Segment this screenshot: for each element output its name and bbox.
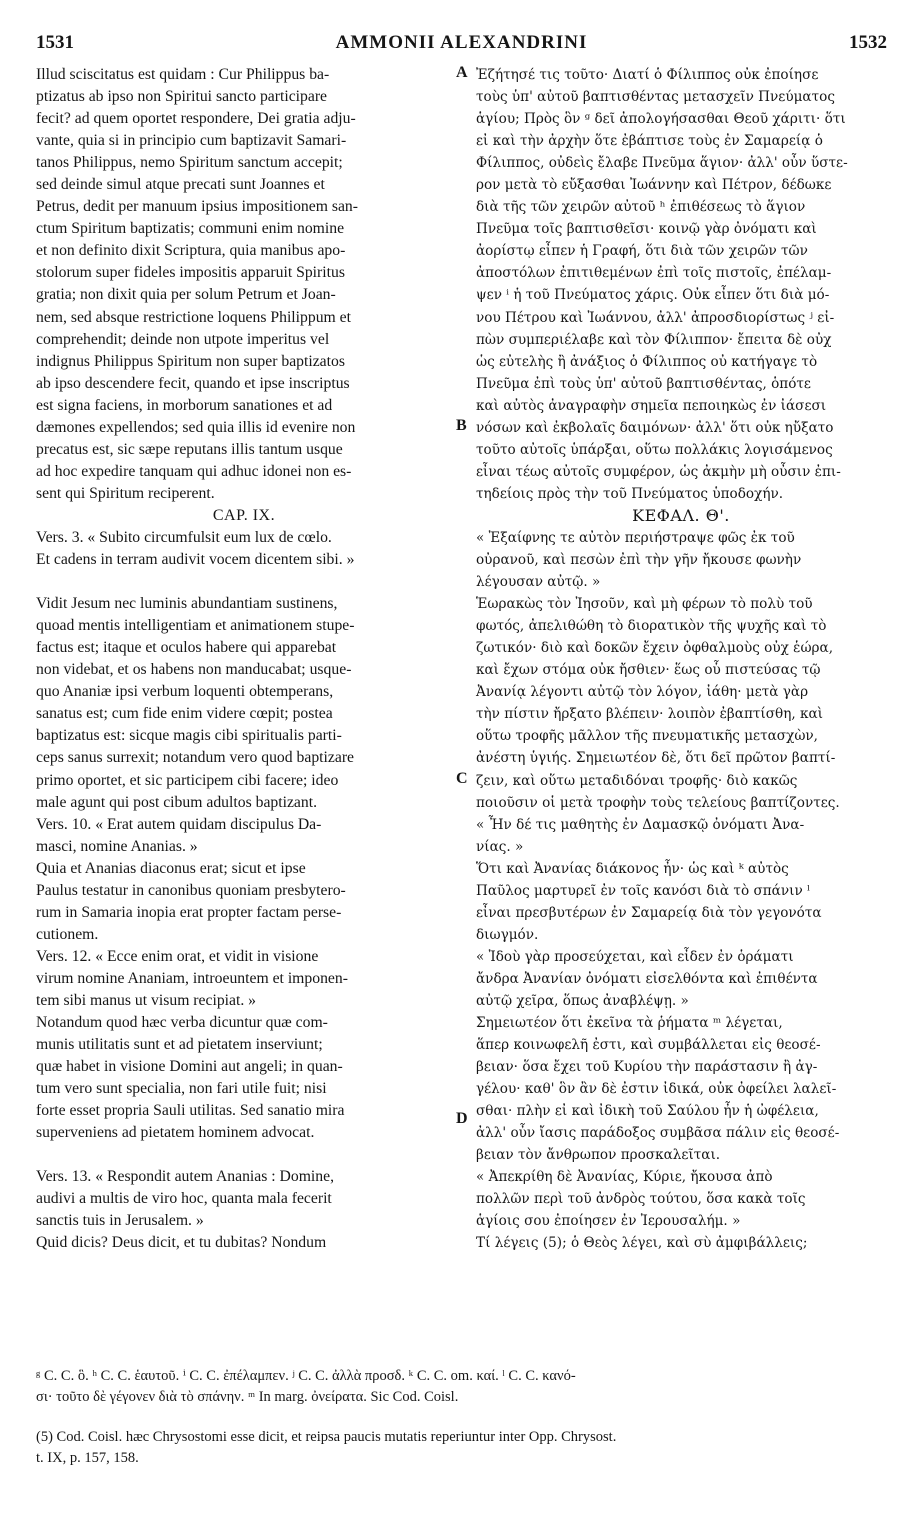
- greek-text-line: καὶ ἔχων στόμα οὐκ ἤσθιεν· ἕως οὗ πιστεύσας τῷ: [476, 662, 821, 679]
- margin-marker-c: C: [456, 770, 468, 787]
- greek-text-line: ὡς εὐτελὴς ἢ ἀνάξιος ὁ Φίλιππος οὐ κατήγαγε τὸ: [476, 353, 818, 370]
- greek-text-line: ἁγίοις σου ἐποίησεν ἐν Ἰερουσαλήμ. »: [476, 1213, 741, 1230]
- greek-text-line: ἀποστόλων ἐπιτιθεμένων ἐπὶ τοῖς πιστοῖς, ἐπέλαμ-: [476, 265, 832, 282]
- greek-text-line: σθαι· πλὴν εἰ καὶ ἰδικὴ τοῦ Σαύλου ἦν ἡ ὠφέλεια,: [476, 1103, 819, 1120]
- latin-text-line: sed deinde simul atque precati sunt Joannes et: [36, 176, 325, 194]
- page-number-left: 1531: [36, 32, 74, 53]
- latin-text-line: factus est; itaque et oculos habere qui apparebat: [36, 639, 337, 657]
- latin-text-line: stolorum super fideles impositis apparuit Spiritus: [36, 264, 345, 282]
- greek-text-line: τοῦτο αὐτοῖς ὑπάρξαι, οὕτω πολλάκις λογισάμενος: [476, 441, 833, 458]
- latin-text-line: [36, 1144, 452, 1166]
- greek-text-line: οὐρανοῦ, καὶ πεσὼν ἐπὶ τὴν γῆν ἤκουσε φωνὴν: [476, 552, 802, 569]
- greek-text-line: « Ἀπεκρίθη δὲ Ἀνανίας, Κύριε, ἤκουσα ἀπὸ: [476, 1169, 773, 1186]
- greek-text-line: ἀνέστη ὑγιής. Σημειωτέον δὲ, ὅτι δεῖ πρῶτον βαπτί-: [476, 750, 836, 767]
- latin-text-line: ptizatus ab ipso non Spiritui sancto participare: [36, 88, 328, 106]
- latin-text-line: comprehendit; deinde non utpote imperitus vel: [36, 330, 330, 348]
- footnote-line: σι· τοῦτο δὲ γέγονεν διὰ τὸ σπάνην. ᵐ In marg. ὀνείρατα. Sic Cod. Coisl.: [36, 1389, 459, 1405]
- latin-text-line: forte esset propria Sauli utilitas. Sed sanatio mira: [36, 1102, 345, 1120]
- footnote-line: ᵍ C. C. ὃ. ʰ C. C. ἑαυτοῦ. ⁱ C. C. ἐπέλαμπεν. ʲ C. C. ἀλλὰ προσδ. ᵏ C. C. om. καί. ˡ C. C. κανό-: [36, 1368, 576, 1384]
- greek-text-line: τηδείοις πρὸς τὴν τοῦ Πνεύματος ὑποδοχήν.: [476, 485, 784, 502]
- latin-column: [36, 64, 452, 1255]
- greek-text-line: Πνεῦμα τοῖς βαπτισθεῖσι· κοινῷ γὰρ ὀνόματι καὶ: [476, 221, 817, 238]
- latin-text-line: et non definito dixit Scriptura, quia manibus apo-: [36, 242, 346, 260]
- greek-text-line: διὰ τῆς τῶν χειρῶν αὐτοῦ ʰ ἐπιθέσεως τὸ ἅγιον: [476, 199, 806, 216]
- margin-marker-a: A: [456, 64, 468, 81]
- latin-text-line: quo Ananiæ ipsi verbum loquenti obtemperans,: [36, 683, 334, 701]
- greek-text-line: Παῦλος μαρτυρεῖ ἐν τοῖς κανόσι διὰ τὸ σπάνιν ˡ: [476, 882, 811, 899]
- latin-text-line: rum in Samaria inopia erat propter factam perse-: [36, 903, 342, 921]
- greek-text-line: ἅπερ κοινωφελῆ ἐστι, καὶ συμβάλλεται εἰς θεοσέ-: [476, 1037, 821, 1054]
- greek-text-line: φωτός, ἀπελιθώθη τὸ διορατικὸν τῆς ψυχῆς καὶ τὸ: [476, 618, 827, 635]
- latin-text-line: non videbat, et os habens non manducabat; usque-: [36, 661, 352, 679]
- latin-text-line: nem, sed absque restrictione loquens Philippum et: [36, 308, 351, 326]
- footnote-line: (5) Cod. Coisl. hæc Chrysostomi esse dicit, et reipsa paucis mutatis reperiuntur inter Opp. Chrysost.: [36, 1429, 617, 1445]
- greek-text-line: « Ἰδοὺ γὰρ προσεύχεται, καὶ εἶδεν ἐν ὁράματι: [476, 948, 794, 965]
- footnote-5: [36, 1427, 896, 1469]
- footnotes-greek: [36, 1366, 896, 1408]
- greek-text-line: « Ἦν δέ τις μαθητὴς ἐν Δαμασκῷ ὀνόματι Ἀνα-: [476, 816, 805, 833]
- greek-text-line: τὴν πίστιν ἤρξατο βλέπειν· λοιπὸν ἐβαπτίσθη, καὶ: [476, 706, 823, 723]
- greek-text-line: ποιοῦσιν οἱ μετὰ τροφὴν τοὺς τελείους βαπτίζοντες.: [476, 794, 840, 811]
- greek-text-line: βειαν τὸν ἄνθρωπον προσκαλεῖται.: [476, 1147, 721, 1164]
- margin-marker-d: D: [456, 1110, 468, 1127]
- latin-text-line: Vers. 13. « Respondit autem Ananias : Domine,: [36, 1168, 335, 1186]
- greek-text-line: Ἑωρακὼς τὸν Ἰησοῦν, καὶ μὴ φέρων τὸ πολὺ τοῦ: [476, 596, 813, 613]
- latin-text-line: Quia et Ananias diaconus erat; sicut et ipse: [36, 859, 306, 877]
- latin-text-line: cutionem.: [36, 925, 99, 943]
- greek-text-line: καὶ αὐτὸς ἀναγραφὴν σημεῖα πεποιηκὼς ἐν ἰάσεσι: [476, 397, 827, 414]
- greek-text-line: εἶναι τέως αὐτοῖς συμφέρον, ὡς ἀκμὴν μὴ οὖσιν ἐπι-: [476, 463, 841, 480]
- latin-text-line: sent qui Spiritum reciperent.: [36, 484, 215, 502]
- latin-text-line: tum vero sunt specialia, non fari utile fuit; nisi: [36, 1080, 327, 1098]
- latin-text-line: Paulus testatur in canonibus quoniam presbytero-: [36, 881, 346, 899]
- greek-text-line: « Ἐξαίφνης τε αὐτὸν περιήστραψε φῶς ἐκ τοῦ: [476, 529, 795, 546]
- greek-text-line: Σημειωτέον ὅτι ἐκεῖνα τὰ ῥήματα ᵐ λέγεται,: [476, 1015, 783, 1032]
- greek-text-line: οὕτω τροφῆς μᾶλλον τῆς πνευματικῆς μετασχὼν,: [476, 728, 818, 745]
- latin-text-line: baptizatus est: sicque magis cibi spiritualis parti-: [36, 727, 342, 745]
- latin-text-line: male agunt qui post cibum adultos baptizant.: [36, 793, 318, 811]
- latin-text-line: indignus Philippus Spiritum non super baptizatos: [36, 352, 345, 370]
- latin-text-line: ad hoc expedire tanquam qui adhuc idonei non es-: [36, 462, 352, 480]
- latin-text-line: sanatus est; cum fide enim videre cœpit; postea: [36, 705, 333, 723]
- latin-text-line: ctum Spiritum baptizatis; communi enim nomine: [36, 220, 345, 238]
- greek-text-line: τοὺς ὑπ' αὐτοῦ βαπτισθέντας μετασχεῖν Πνεύματος: [476, 89, 835, 106]
- greek-text-line: βειαν· ὅσα ἔχει τοῦ Κυρίου τὴν παράστασιν ἢ ἀγ-: [476, 1059, 818, 1076]
- latin-text-line: ceps sanus surrexit; notandum vero quod baptizare: [36, 749, 355, 767]
- greek-text-line: Πνεῦμα ἐπὶ τοὺς ὑπ' αὐτοῦ βαπτισθέντας, ὁπότε: [476, 375, 811, 392]
- greek-text-line: εἶναι πρεσβυτέρων ἐν Σαμαρείᾳ διὰ τὸν γεγονότα: [476, 904, 822, 921]
- greek-text-line: διωγμόν.: [476, 926, 539, 943]
- greek-text-line: ψεν ⁱ ἡ τοῦ Πνεύματος χάρις. Οὐκ εἶπεν ὅτι διὰ μό-: [476, 287, 830, 304]
- latin-text-line: quæ habet in visione Domini aut angeli; in quan-: [36, 1058, 343, 1076]
- greek-text-line: λέγουσαν αὐτῷ. »: [476, 574, 601, 591]
- greek-text-line: ἀλλ' οὖν ἴασις παράδοξος συμβᾶσα πάλιν εἰς θεοσέ-: [476, 1125, 840, 1142]
- latin-text-line: tem sibi manus ut visum recipiat. »: [36, 991, 257, 1009]
- latin-text-line: Quid dicis? Deus dicit, et tu dubitas? Nondum: [36, 1234, 327, 1252]
- greek-text-line: νόσων καὶ ἐκβολαῖς δαιμόνων· ἀλλ' ὅτι οὐκ ηὔξατο: [476, 419, 834, 436]
- latin-text-line: audivi a multis de viro hoc, quanta mala fecerit: [36, 1190, 332, 1208]
- running-title: AMMONII ALEXANDRINI: [335, 32, 588, 53]
- greek-text-line: Τί λέγεις (5); ὁ Θεὸς λέγει, καὶ σὺ ἀμφιβάλλεις;: [476, 1235, 808, 1252]
- greek-text-line: ζειν, καὶ οὕτω μεταδιδόναι τροφῆς· διὸ κακῶς: [476, 772, 798, 789]
- latin-text-line: tanos Philippus, nemo Spiritum sanctum accepit;: [36, 154, 343, 172]
- greek-text-line: Ὅτι καὶ Ἀνανίας διάκονος ἦν· ὡς καὶ ᵏ αὐτὸς: [476, 860, 789, 877]
- greek-column: [476, 64, 886, 1255]
- greek-chapter-heading: ΚΕΦΑΛ. Θ'.: [632, 505, 730, 525]
- latin-text-line: sanctis tuis in Jerusalem. »: [36, 1212, 204, 1230]
- greek-text-line: Ἀνανίᾳ λέγοντι αὐτῷ τὸν λόγον, ἰάθη· μετὰ γὰρ: [476, 684, 809, 701]
- latin-text-line: [36, 571, 452, 593]
- greek-text-line: ρον μετὰ τὸ εὔξασθαι Ἰωάννην καὶ Πέτρον, δέδωκε: [476, 177, 832, 194]
- page-number-right: 1532: [849, 32, 887, 53]
- latin-chapter-heading: CAP. IX.: [212, 506, 276, 524]
- greek-text-line: Φίλιππος, οὐδεὶς ἔλαβε Πνεῦμα ἅγιον· ἀλλ' οὖν ὕστε-: [476, 155, 848, 172]
- greek-text-line: νου Πέτρου καὶ Ἰωάννου, ἀλλ' ἀπροσδιορίστως ʲ εἰ-: [476, 309, 835, 326]
- latin-text-line: Vers. 12. « Ecce enim orat, et vidit in visione: [36, 947, 319, 965]
- latin-text-line: Petrus, dedit per manuum ipsius impositionem san-: [36, 198, 358, 216]
- latin-text-line: precatus est, sic sæpe reputans illis tantum usque: [36, 440, 343, 458]
- latin-text-line: quoad mentis intelligentiam et animationem stupe-: [36, 617, 355, 635]
- greek-text-line: ἄνδρα Ἀνανίαν ὀνόματι εἰσελθόντα καὶ ἐπιθέντα: [476, 970, 818, 987]
- latin-text-line: superveniens ad pietatem hominem advocat.: [36, 1124, 315, 1142]
- greek-text-line: γέλου· καθ' ὃν ἂν δὲ ἐστιν ἰδικά, οὐκ ὀφείλει λαλεῖ-: [476, 1081, 837, 1098]
- greek-text-line: Ἐζήτησέ τις τοῦτο· Διατί ὁ Φίλιππος οὐκ ἐποίησε: [476, 67, 819, 83]
- latin-text-line: ab ipso descendere fecit, quando et ipse inscriptus: [36, 374, 350, 392]
- latin-text-line: masci, nomine Ananias. »: [36, 837, 198, 855]
- greek-text-line: ἁγίου; Πρὸς ὃν ᵍ δεῖ ἀπολογήσασθαι Θεοῦ χάριτι· ὅτι: [476, 111, 846, 128]
- latin-text-line: vante, quia si in principio cum baptizavit Samari-: [36, 132, 347, 150]
- latin-text-line: dæmones expellendos; sed quia illis id evenire non: [36, 418, 356, 436]
- latin-text-line: fecit? ad quem oportet respondere, Dei gratia adju-: [36, 110, 356, 128]
- greek-text-line: ἀορίστῳ εἶπεν ἡ Γραφή, ὅτι διὰ τῶν χειρῶν τῶν: [476, 243, 808, 260]
- latin-text-line: Notandum quod hæc verba dicuntur quæ com-: [36, 1014, 328, 1032]
- greek-text-line: ζωτικόν· διὸ καὶ δοκῶν ἔχειν ὀφθαλμοὺς οὐχ ἑώρα,: [476, 640, 834, 657]
- page-header: [36, 32, 887, 60]
- latin-text-line: Vers. 10. « Erat autem quidam discipulus Da-: [36, 815, 322, 833]
- greek-text-line: πὼν συμπεριέλαβε καὶ τὸν Φίλιππον· ἔπειτα δὲ οὐχ: [476, 331, 832, 348]
- latin-text-line: primo oportet, et sic participem cibi facere; ideo: [36, 771, 339, 789]
- latin-text-line: Vidit Jesum nec luminis abundantiam sustinens,: [36, 595, 338, 613]
- latin-text-line: munis utilitatis sunt et ad pietatem inserviunt;: [36, 1036, 323, 1054]
- latin-text-line: est signa faciens, in morborum sanationes et ad: [36, 396, 333, 414]
- greek-text-line: νίας. »: [476, 838, 524, 855]
- greek-text-line: αὐτῷ χεῖρα, ὅπως ἀναβλέψῃ. »: [476, 992, 689, 1009]
- margin-marker-b: B: [456, 417, 467, 434]
- footnote-line: t. IX, p. 157, 158.: [36, 1450, 139, 1466]
- latin-text-line: gratia; non dixit quia per solum Petrum et Joan-: [36, 286, 336, 304]
- latin-text-line: Vers. 3. « Subito circumfulsit eum lux de cœlo.: [36, 528, 332, 546]
- latin-text-line: Et cadens in terram audivit vocem dicentem sibi. »: [36, 551, 355, 569]
- greek-text-line: πολλῶν περὶ τοῦ ἀνδρὸς τούτου, ὅσα κακὰ τοῖς: [476, 1191, 806, 1208]
- latin-text-line: virum nomine Ananiam, introeuntem et imponen-: [36, 969, 348, 987]
- latin-text-line: Illud sciscitatus est quidam : Cur Philippus ba-: [36, 66, 330, 83]
- greek-text-line: εἰ καὶ τὴν ἀρχὴν ὅτε ἐβάπτισε τοὺς ἐν Σαμαρείᾳ ὁ: [476, 133, 823, 150]
